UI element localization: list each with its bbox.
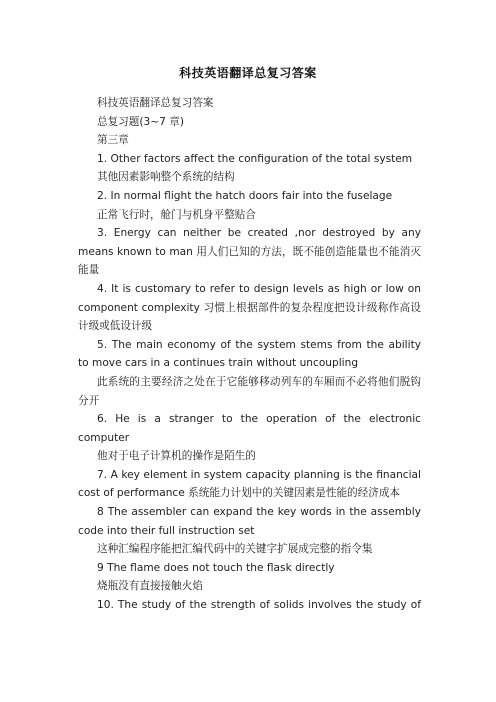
document-body	[78, 94, 421, 615]
paragraph-q8-chinese: 这种汇编程序能把汇编代码中的关键字扩展成完整的指令集	[97, 543, 373, 556]
paragraph-q1-chinese: 其他因素影响整个系统的结构	[97, 171, 235, 184]
paragraph-q6-english: 6. He is a stranger to the operation of the electronic computer	[78, 413, 421, 444]
paragraph-q2-chinese: 正常飞行时，舱门与机身平整贴合	[97, 208, 256, 221]
document-title: 科技英语翻译总复习答案	[179, 66, 317, 80]
paragraph-q4: 4. It is customary to refer to design levels as high or low on component complexity 习惯上根据部件的复杂程度把设计级称作高设计级或低设计级	[78, 282, 421, 333]
paragraph-q3: 3. Energy can neither be created ,nor destroyed by any means known to man 用人们已知的方法，既不能创造能量也不能消灭能量	[78, 227, 421, 277]
paragraph-q9-chinese: 烧瓶没有直接接触火焰	[97, 580, 203, 593]
paragraph-subtitle: 科技英语翻译总复习答案	[97, 97, 214, 109]
paragraph-chapter-heading: 第三章	[97, 134, 129, 147]
paragraph-q5-english: 5. The main economy of the system stems from the ability to move cars in a continues train without uncoupling	[78, 338, 421, 370]
paragraph-q8-english: 8 The assembler can expand the key words in the assembly code into their full instruction set	[78, 506, 421, 537]
paragraph-q1-english: 1. Other factors affect the configuration of the total system	[97, 152, 413, 165]
paragraph-q6-chinese: 他对于电子计算机的操作是陌生的	[97, 450, 256, 463]
paragraph-review-range: 总复习题(3~7 章)	[97, 115, 184, 128]
paragraph-q5-chinese: 此系统的主要经济之处在于它能够移动列车的车厢而不必将他们脱钩分开	[78, 375, 421, 407]
paragraph-q10-english: 10. The study of the strength of solids involves the study of	[97, 599, 421, 612]
paragraph-q7: 7. A key element in system capacity planning is the financial cost of performance 系统能力计划中的关键因素是性能的经济成本	[78, 468, 421, 500]
paragraph-q9-english: 9 The flame does not touch the flask directly	[97, 561, 335, 574]
paragraph-q2-english: 2. In normal flight the hatch doors fair into the fuselage	[97, 189, 393, 202]
